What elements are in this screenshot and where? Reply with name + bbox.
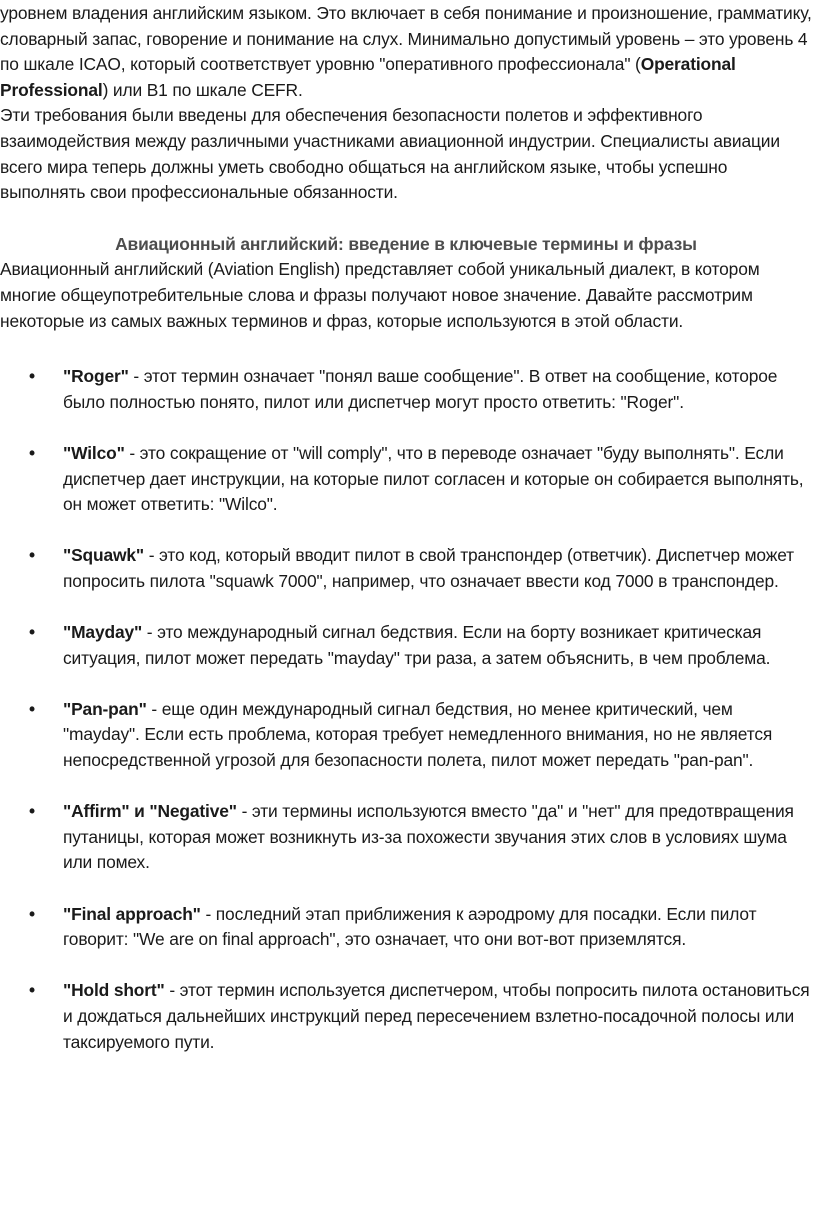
intro-bold-term: Operational Professional xyxy=(0,54,736,100)
term-name: "Pan-pan" xyxy=(63,698,147,719)
intro-paragraph-1 xyxy=(0,1,812,103)
term-description: - этот термин используется диспетчером, чтобы попросить пилота остановиться и дождаться дальнейших инструкций перед пересечением взлетно-посадочной полосы или таксируемого пути. xyxy=(63,980,810,1052)
terms-list xyxy=(0,364,812,1055)
list-item xyxy=(0,697,812,774)
list-item xyxy=(0,902,812,953)
list-item xyxy=(0,978,812,1055)
list-item xyxy=(0,364,812,415)
term-description: - еще один международный сигнал бедствия, но менее критический, чем "mayday". Если есть проблема, которая требует немедленного внимания, но не является непосредственной угрозой для безопасности полета, пилот может передать "pan-pan". xyxy=(63,698,773,771)
term-description: - этот термин означает "понял ваше сообщение". В ответ на сообщение, которое было полностью понято, пилот или диспетчер могут просто ответить: "Roger". xyxy=(63,366,778,412)
bullet-icon: • xyxy=(29,622,35,643)
section-lead-paragraph: Авиационный английский (Aviation English) представляет собой уникальный диалект, в котором многие общеупотребительные слова и фразы получают новое значение. Давайте рассмотрим некоторые из самых важных терминов и фраз, которые используются в этой области. xyxy=(0,259,760,331)
section-heading: Авиационный английский: введение в ключевые термины и фразы xyxy=(115,233,697,254)
intro-paragraph-2: Эти требования были введены для обеспечения безопасности полетов и эффективного взаимодействия между различными участниками авиационной индустрии. Специалисты авиации всего мира теперь должны уметь свободно общаться на английском языке, чтобы успешно выполнять свои профессиональные обязанности. xyxy=(0,105,780,203)
term-description: - это международный сигнал бедствия. Если на борту возникает критическая ситуация, пилот может передать "mayday" три раза, а затем объяснить, в чем проблема. xyxy=(63,622,771,668)
term-name: "Wilco" xyxy=(63,442,125,463)
term-name: "Roger" xyxy=(63,366,129,387)
term-name: "Final approach" xyxy=(63,903,201,924)
list-item xyxy=(0,441,812,518)
term-description: - эти термины используются вместо "да" и "нет" для предотвращения путаницы, которая может возникнуть из-за похожести звучания этих слов в условиях шума или помех. xyxy=(63,801,794,873)
term-name: "Hold short" xyxy=(63,980,165,1001)
bullet-icon: • xyxy=(29,545,35,566)
list-item xyxy=(0,620,812,671)
term-description: - это код, который вводит пилот в свой транспондер (ответчик). Диспетчер может попросить пилота "squawk 7000", например, что означает ввести код 7000 в транспондер. xyxy=(63,545,794,591)
term-name: "Squawk" xyxy=(63,545,145,566)
bullet-icon: • xyxy=(29,903,35,924)
bullet-icon: • xyxy=(29,801,35,822)
bullet-icon: • xyxy=(29,980,35,1001)
term-description: - это сокращение от "will comply", что в переводе означает "буду выполнять". Если диспетчер дает инструкции, на которые пилот согласен и которые он собирается выполнять, он может ответить: "Wilco". xyxy=(63,442,804,515)
term-name: "Mayday" xyxy=(63,622,143,643)
intro-text-1a: уровнем владения английским языком. Это включает в себя понимание и произношение, грамматику, словарный запас, говорение и понимание на слух. Минимально допустимый уровень – это уровень 4 по шкале ICAO, который соответствует уровню "оперативного профессионала" ( xyxy=(0,3,812,75)
term-description: - последний этап приближения к аэродрому для посадки. Если пилот говорит: "We are on final approach", это означает, что они вот-вот приземлятся. xyxy=(63,903,757,950)
term-name: "Affirm" и "Negative" xyxy=(63,801,237,822)
list-item xyxy=(0,799,812,876)
intro-text-1b: ) или B1 по шкале CEFR. xyxy=(102,79,303,100)
bullet-icon: • xyxy=(29,442,35,463)
bullet-icon: • xyxy=(29,698,35,719)
bullet-icon: • xyxy=(29,366,35,387)
list-item xyxy=(0,543,812,594)
